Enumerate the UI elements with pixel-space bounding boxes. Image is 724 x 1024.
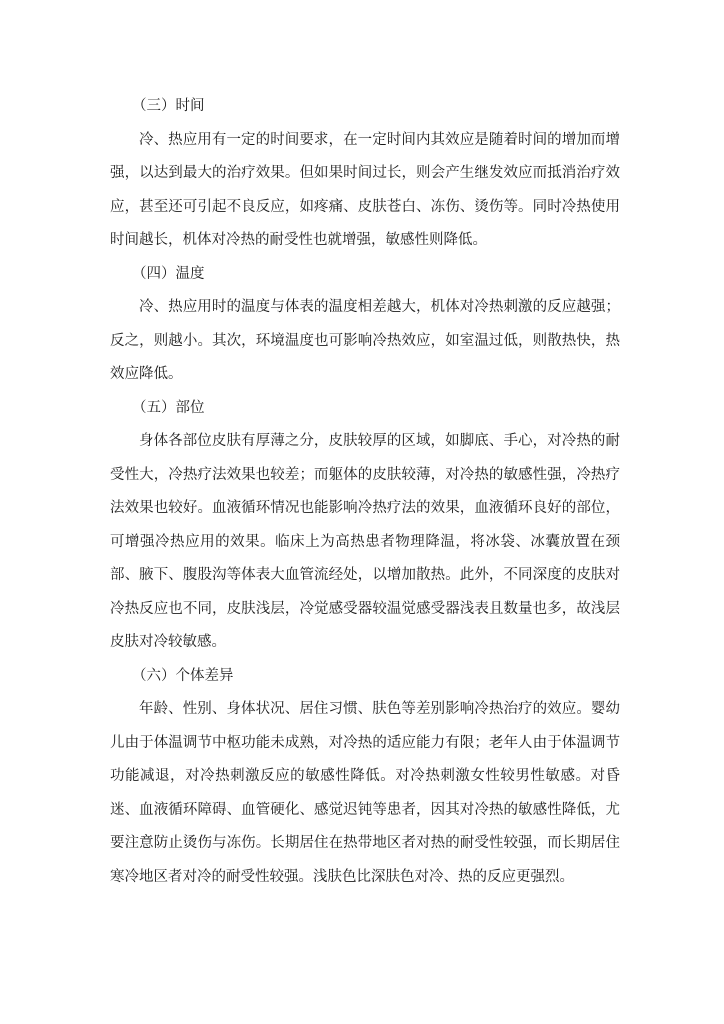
section-paragraph-individual-difference: 年龄、性别、身体状况、居住习惯、肤色等差别影响冷热治疗的效应。婴幼儿由于体温调节中枢功能未成熟，对冷热的适应能力有限；老年人由于体温调节功能减退，对冷热刺激反应的敏感性降低。对冷热刺激女性较男性敏感。对昏迷、血液循环障碍、血管硬化、感觉迟钝等患者，因其对冷热的敏感性降低，尤要注意防止烫伤与冻伤。长期居住在热带地区者对热的耐受性较强，而长期居住寒冷地区者对冷的耐受性较强。浅肤色比深肤色对冷、热的反应更强烈。 [110, 701, 620, 885]
section-paragraph-time: 冷、热应用有一定的时间要求，在一定时间内其效应是随着时间的增加而增强，以达到最大的治疗效果。但如果时间过长，则会产生继发效应而抵消治疗效应，甚至还可引起不良反应，如疼痛、皮肤苍白、冻伤、烫伤等。同时冷热使用时间越长，机体对冷热的耐受性也就增强，敏感性则降低。 [110, 131, 620, 248]
section-heading-time: （三）时间 [132, 98, 205, 114]
section-location [110, 392, 620, 660]
section-individual-difference [110, 660, 620, 895]
section-heading-individual-difference: （六）个体差异 [132, 667, 234, 684]
section-temperature [110, 258, 620, 392]
section-heading-location: （五）部位 [132, 399, 205, 416]
section-paragraph-location: 身体各部位皮肤有厚薄之分，皮肤较厚的区域，如脚底、手心，对冷热的耐受性大，冷热疗法效果也较差；而躯体的皮肤较薄，对冷热的敏感性强，冷热疗法效果也较好。血液循环情况也能影响冷热疗法的效果，血液循环良好的部位，可增强冷热应用的效果。临床上为高热患者物理降温，将冰袋、冰囊放置在颈部、腋下、腹股沟等体表大血管流经处，以增加散热。此外，不同深度的皮肤对冷热反应也不同，皮肤浅层，冷觉感受器较温觉感受器浅表且数量也多，故浅层皮肤对冷较敏感。 [110, 433, 620, 650]
section-heading-temperature: （四）温度 [132, 265, 205, 282]
document-body [110, 90, 620, 894]
section-paragraph-temperature: 冷、热应用时的温度与体表的温度相差越大，机体对冷热刺激的反应越强；反之，则越小。其次，环境温度也可影响冷热效应，如室温过低，则散热快，热效应降低。 [110, 299, 620, 382]
section-time [110, 90, 620, 258]
